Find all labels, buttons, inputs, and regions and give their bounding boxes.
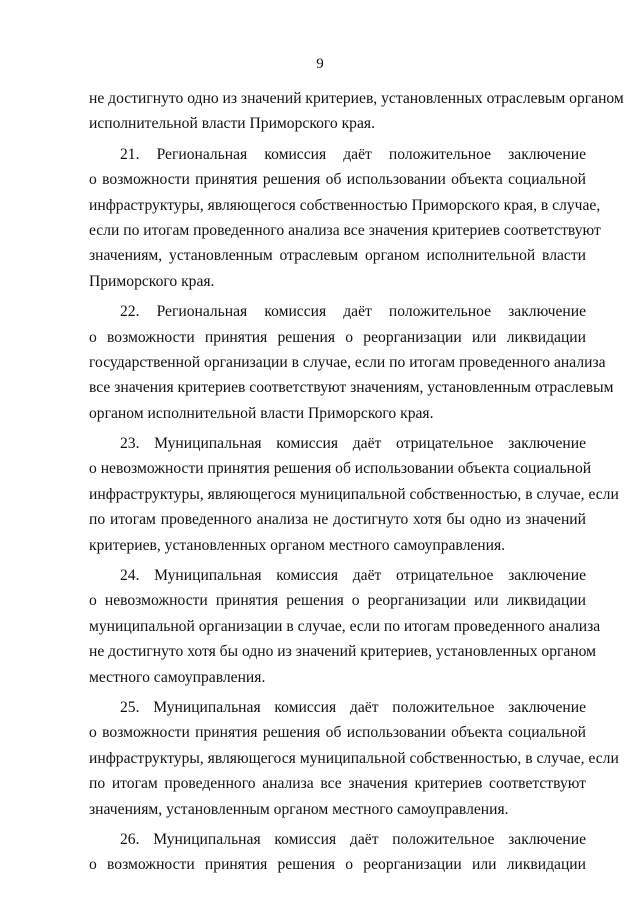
text-line: по итогам проведенного анализа все значения критериев соответствуют: [89, 775, 586, 793]
text-line: инфраструктуры, являющегося муниципальной собственностью, в случае, если: [89, 749, 619, 767]
text-line: муниципальной организации в случае, если по итогам проведенного анализа: [89, 617, 601, 635]
text-line: о невозможности принятия решения о реорганизации или ликвидации: [89, 592, 586, 610]
paragraph-25: [89, 695, 619, 822]
text-line: 25. Муниципальная комиссия даёт положительное заключение: [120, 698, 586, 716]
text-line: о возможности принятия решения об использовании объекта социальной: [89, 724, 586, 742]
text-line: 24. Муниципальная комиссия даёт отрицательное заключение: [120, 567, 586, 585]
text-line: о возможности принятия решения о реорганизации или ликвидации: [89, 328, 586, 346]
text-line: не достигнуто одно из значений критериев, установленных отраслевым органом: [89, 90, 624, 107]
text-line: по итогам проведенного анализа не достигнуто хотя бы одно из значений: [89, 511, 586, 529]
text-line: 22. Региональная комиссия даёт положительное заключение: [120, 303, 586, 321]
text-line: не достигнуто хотя бы одно из значений критериев, установленных органом: [89, 643, 597, 661]
text-line: 26. Муниципальная комиссия даёт положительное заключение: [120, 830, 586, 848]
text-line: значениям, установленным отраслевым органом исполнительной власти: [89, 247, 586, 265]
paragraph-continuation: [89, 86, 624, 137]
paragraph-26: [89, 827, 586, 878]
text-line: 23. Муниципальная комиссия даёт отрицательное заключение: [120, 435, 586, 453]
text-line: органом исполнительной власти Приморского края.: [89, 404, 434, 422]
document-body: [89, 86, 624, 883]
text-line: инфраструктуры, являющегося муниципальной собственностью, в случае, если: [89, 485, 619, 503]
text-line: исполнительной власти Приморского края.: [89, 115, 375, 133]
paragraph-21: [89, 142, 601, 294]
text-line: о возможности принятия решения о реорганизации или ликвидации: [89, 856, 586, 874]
text-line: государственной организации в случае, если по итогам проведенного анализа: [89, 353, 606, 371]
text-line: местного самоуправления.: [89, 668, 266, 686]
text-line: 21. Региональная комиссия даёт положительное заключение: [120, 145, 586, 163]
text-line: инфраструктуры, являющегося собственностью Приморского края, в случае,: [89, 196, 601, 214]
page-number: 9: [316, 56, 324, 72]
text-line: критериев, установленных органом местного самоуправления.: [89, 536, 506, 554]
text-line: если по итогам проведенного анализа все значения критериев соответствуют: [89, 221, 601, 239]
text-line: о невозможности принятия решения об использовании объекта социальной: [89, 460, 592, 478]
paragraph-24: [89, 563, 601, 690]
text-line: все значения критериев соответствуют значениям, установленным отраслевым: [89, 379, 614, 397]
paragraph-22: [89, 299, 614, 426]
paragraph-23: [89, 431, 619, 558]
text-line: значениям, установленным органом местного самоуправления.: [89, 800, 509, 818]
text-line: Приморского края.: [89, 272, 215, 290]
text-line: о возможности принятия решения об использовании объекта социальной: [89, 171, 586, 189]
